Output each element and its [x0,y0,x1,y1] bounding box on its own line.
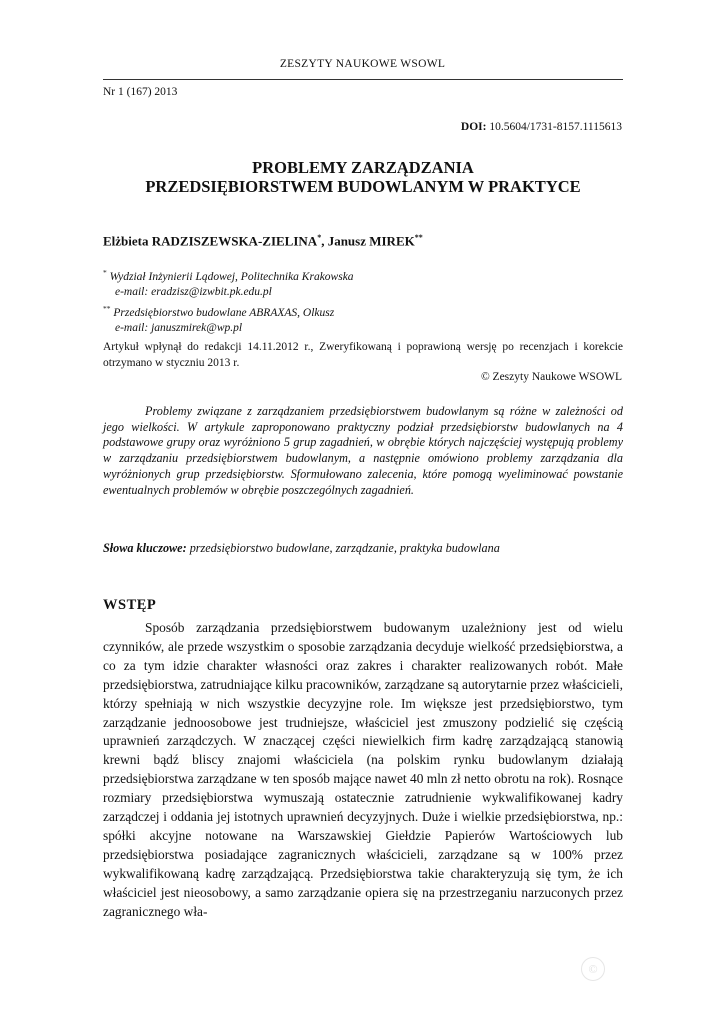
doi-value: 10.5604/1731-8157.1115613 [486,121,622,133]
keywords-value: przedsiębiorstwo budowlane, zarządzanie, praktyka budowlana [186,541,500,555]
author-2: Janusz MIREK [327,233,415,249]
article-title [103,158,623,196]
affiliation-1-email: e-mail: eradzisz@izwbit.pk.edu.pl [115,286,272,299]
abstract: Problemy związane z zarządzaniem przedsiębiorstwem budowlanym są różne w zależności od jego wielkości. W artykule zaproponowano praktyczny podział przedsiębiorstw budowlanych na 4 podstawowe grupy oraz wyróżniono 5 grup zagadnień, w obrębie których najczęściej występują problemy w zarządzaniu przedsiębiorstwem budowlanym, a następnie omówiono problemy zarządzania dla wyróżnionych grup przedsiębiorstw. Sformułowano zalecenia, które pomogą wyeliminować powstanie ewentualnych problemów w obrębie poszczególnych zagadnień. [103,404,623,497]
author-1-mark: * [317,233,322,242]
author-1: Elżbieta RADZISZEWSKA-ZIELINA [103,233,318,249]
doi [461,121,622,133]
keywords [103,541,623,556]
affiliation-1-name: Wydział Inżynierii Lądowej, Politechnika Krakowska [106,270,354,283]
affiliation-2 [103,301,623,321]
author-separator: , [321,233,328,249]
title-line-1: PROBLEMY ZARZĄDZANIA [252,158,474,177]
affiliation-2-email: e-mail: januszmirek@wp.pl [115,322,243,335]
doi-label: DOI: [460,121,487,133]
keywords-label: Słowa kluczowe: [103,541,187,555]
copyright: © Zeszyty Naukowe WSOWL [480,371,622,383]
title-line-2: PRZEDSIĘBIORSTWEM BUDOWLANYM W PRAKTYCE [145,177,581,196]
author-2-mark: ** [414,233,423,242]
received-note: Artykuł wpłynął do redakcji 14.11.2012 r., Zweryfikowaną i poprawioną wersję po recenzjach i korekcie otrzymano w styczniu 2013 r. [103,341,623,369]
affiliations [103,265,623,337]
body-paragraph: Sposób zarządzania przedsiębiorstwem budowanym uzależniony jest od wielu czynników, ale przede wszystkim o sposobie zarządzania decyduje wielkość przedsiębiorstwa, a co za tym idzie charakter własności oraz zakres i charakter realizowanych robót. Małe przedsiębiorstwa, zatrudniające kilku pracowników, zarządzane są autorytarnie przez właścicieli, którzy spełniają w nich wszystkie decyzyjne role. Im większe jest przedsiębiorstwo, tym zarządzanie jednoosobowe jest trudniejsze, właściciel jest zmuszony podzielić się częścią uprawnień zarządczych. W znaczącej części niewielkich firm kadrę zarządzającą stanowią krewni bądź bliscy znajomi właściciela (na polskim rynku budowlanym działają przedsiębiorstwa zarządzane w ten sposób mające nawet 40 mln zł netto obrotu na rok). Rosnące rozmiary przedsiębiorstwa wymuszają ostatecznie zatrudnienie wykwalifikowanej kadry zarządczej i oddania jej istotnych uprawnień decyzyjnych. Duże i wielkie przedsiębiorstwa, np.: spółki akcyjne notowane na Warszawskiej Giełdzie Papierów Wartościowych lub przedsiębiorstwa posiadające zagranicznych właścicieli, zarządzane są w 100% przez wykwalifikowaną kadrę zarządzającą. Przedsiębiorstwa takie charakteryzują się tym, że ich właściciel jest nieosobowy, a samo zarządzanie opiera się na przestrzeganiu narzuconych przez zagranicznego wła- [103,620,623,919]
header-rule [103,79,623,80]
authors [103,233,423,249]
journal-title: ZESZYTY NAUKOWE WSOWL [279,58,446,70]
affiliation-2-mark: ** [103,303,111,313]
issue-number: Nr 1 (167) 2013 [103,86,178,98]
affiliation-1 [103,265,623,285]
copyright-circle-icon: © [581,957,605,981]
section-heading: WSTĘP [103,597,157,613]
affiliation-2-name: Przedsiębiorstwo budowlane ABRAXAS, Olkusz [110,306,335,319]
affiliation-1-mark: * [103,268,107,277]
